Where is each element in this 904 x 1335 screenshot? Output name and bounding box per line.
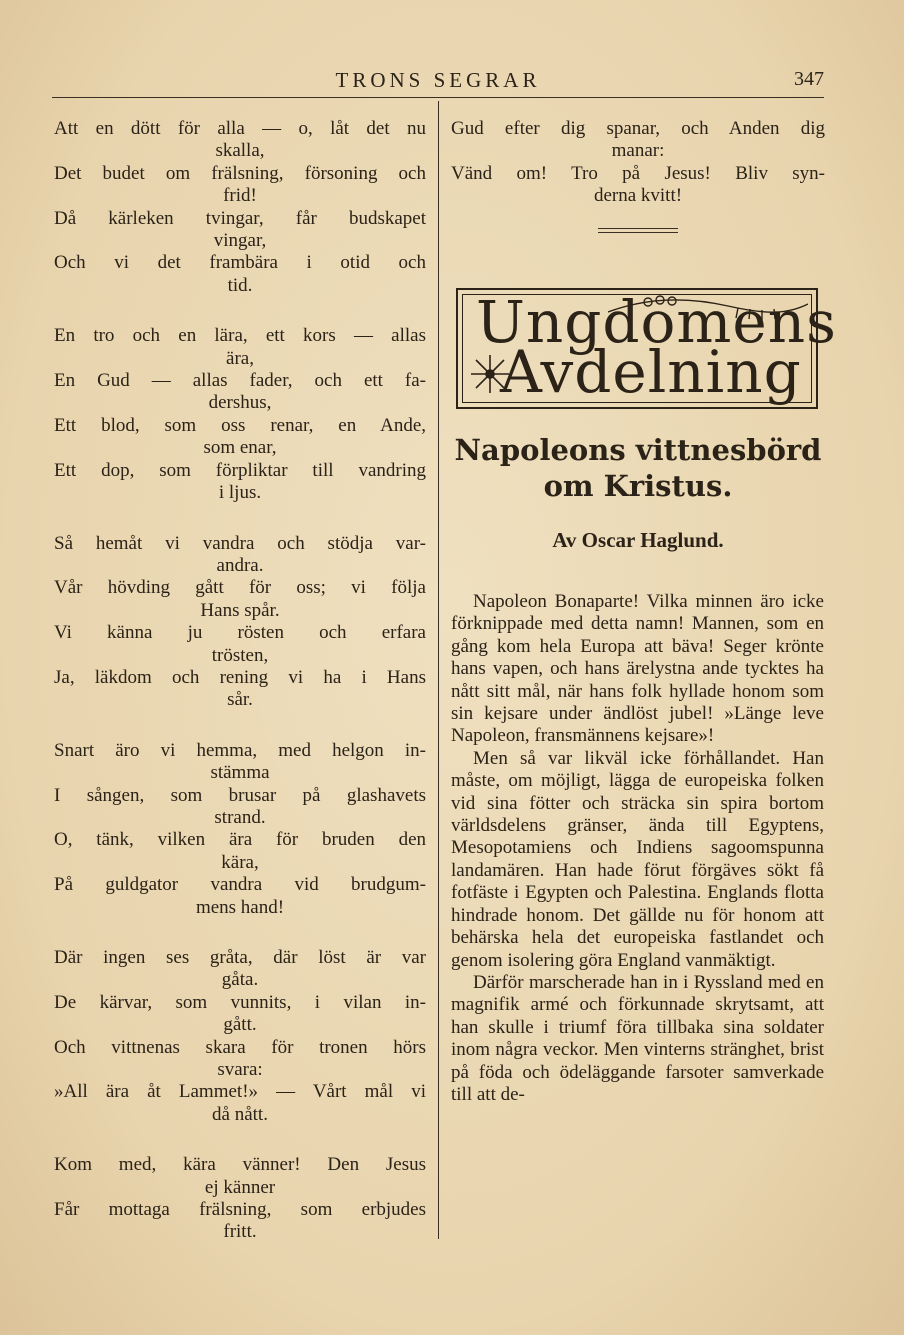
poem-line-continuation: strand. bbox=[214, 806, 266, 828]
article-title-line2: om Kristus. bbox=[543, 469, 733, 503]
poem-line-text: Ja, läkdom och rening vi ha i Hans bbox=[54, 666, 426, 688]
poem-line-continuation: som enar, bbox=[203, 437, 277, 459]
poem-line-continuation: ej känner bbox=[204, 1176, 276, 1198]
poem-line-continuation: sår. bbox=[227, 689, 253, 711]
poem-line bbox=[54, 208, 426, 253]
poem-line-text: Vår hövding gått för oss; vi följa bbox=[54, 577, 426, 599]
verse-text: Gud efter dig spanar, och Anden dig bbox=[451, 118, 825, 139]
poem-line-text: Och vittnenas skara för tronen hörs bbox=[54, 1036, 426, 1058]
poem-line bbox=[54, 829, 426, 874]
poem-line-continuation: dershus, bbox=[208, 392, 272, 414]
poem-line bbox=[54, 118, 426, 163]
article-byline: Av Oscar Haglund. bbox=[552, 528, 724, 552]
article-paragraph: Men så var likväl icke förhållandet. Han måste, om möjligt, lägga de europeiska folken vid sina fötter och sträcka sin spira bortom världsdelens gränser, ända till Egyptens, Mesopotamiens och Indiens sagoomspunna landamären. Han hade förut förgäves sökt få fotfäste i Egypten och Palestina. Englands flotta hindrade honom. Det gällde nu för honom att behärska hela det europeiska fastlandet och genom isolering göra England vanmäktigt. bbox=[451, 747, 824, 971]
poem-line-continuation: fritt. bbox=[223, 1221, 257, 1243]
poem-line-continuation: vingar, bbox=[213, 230, 267, 252]
poem-line-text: Så hemåt vi vandra och stödja var- bbox=[54, 532, 426, 554]
article-title bbox=[451, 432, 825, 504]
section-banner bbox=[456, 288, 837, 409]
article-body bbox=[451, 591, 824, 1106]
poem-line-continuation: andra. bbox=[216, 554, 264, 576]
poem-line bbox=[54, 667, 426, 712]
article-paragraph: Napoleon Bonaparte! Vilka minnen äro icke förknippade med detta namn! Mannen, som en gång kom hela Europa att bäva! Seger krönte hans vapen, och hans ärelystna ande tycktes ha nått sitt mål, när hans folk hyllade honom som sin kejsare under ändlöst jubel! »Länge leve Napoleon, fransmännens kejsare»! bbox=[451, 591, 824, 747]
poem-line-continuation: skalla, bbox=[215, 140, 265, 162]
verse-line bbox=[451, 118, 825, 163]
poem-column bbox=[54, 118, 426, 1244]
poem-line-continuation: ära, bbox=[226, 347, 254, 369]
poem-line bbox=[54, 370, 426, 415]
column-divider bbox=[438, 101, 439, 1239]
poem-line bbox=[54, 1199, 426, 1244]
page-header bbox=[52, 62, 824, 96]
banner-title-line2: Avdelning bbox=[500, 338, 802, 406]
stanza-gap bbox=[54, 297, 426, 325]
banner-title-line1: Ungdomens bbox=[476, 288, 837, 356]
poem-line-text: Får mottaga frälsning, som erbjudes bbox=[54, 1199, 426, 1221]
poem-line bbox=[54, 533, 426, 578]
poem-line bbox=[54, 1081, 426, 1126]
poem-line-text: Då kärleken tvingar, får budskapet bbox=[54, 207, 426, 229]
poem-line-continuation: frid! bbox=[223, 185, 257, 207]
poem-stanza bbox=[54, 1154, 426, 1244]
poem-line-continuation: gåta. bbox=[221, 969, 259, 991]
poem-stanza bbox=[54, 740, 426, 919]
poem-line-text: Kom med, kära vänner! Den Jesus bbox=[54, 1154, 426, 1176]
verse-continuation: manar: bbox=[611, 140, 665, 162]
poem-line bbox=[54, 785, 426, 830]
poem-line-text: Snart äro vi hemma, med helgon in- bbox=[54, 739, 426, 761]
poem-line-text: Där ingen ses gråta, där löst är var bbox=[54, 947, 426, 968]
poem-line-continuation: gått. bbox=[223, 1014, 257, 1036]
poem-line-text: O, tänk, vilken ära för bruden den bbox=[54, 829, 426, 851]
article-paragraph: Därför marscherade han in i Ryssland med en magnifik armé och förkunnade skrytsamt, att han skulle i triumf föra tillbaka sina soldater inom några veckor. Men vinterns stränghet, brist på föda och ödeläggande farsoter samverkade till att de- bbox=[451, 971, 824, 1105]
verse-continuation: derna kvitt! bbox=[593, 185, 683, 207]
poem-line-continuation: svara: bbox=[217, 1059, 263, 1081]
poem-line-text: Ett dop, som förpliktar till vandring bbox=[54, 459, 426, 481]
stanza-gap bbox=[54, 919, 426, 947]
poem-stanza bbox=[54, 325, 426, 504]
poem-line bbox=[54, 947, 426, 992]
right-column bbox=[451, 118, 825, 236]
poem-stanza bbox=[54, 118, 426, 297]
poem-line-continuation: trösten, bbox=[211, 644, 269, 666]
poem-line-continuation: kära, bbox=[221, 851, 259, 873]
header-rule bbox=[52, 97, 824, 98]
poem-line bbox=[54, 992, 426, 1037]
poem-line-text: En tro och en lära, ett kors — allas bbox=[54, 325, 426, 347]
stanza-gap bbox=[54, 1126, 426, 1154]
article-title-line1: Napoleons vittnesbörd bbox=[454, 433, 822, 467]
flower-ornament-icon bbox=[468, 352, 512, 396]
poem-line bbox=[54, 460, 426, 505]
poem-line-continuation: stämma bbox=[210, 762, 270, 784]
poem-line-text: På guldgator vandra vid brudgum- bbox=[54, 874, 426, 896]
stanza-gap bbox=[54, 712, 426, 740]
section-divider bbox=[598, 228, 678, 233]
poem-line bbox=[54, 740, 426, 785]
poem-line bbox=[54, 1037, 426, 1082]
verse-text: Vänd om! Tro på Jesus! Bliv syn- bbox=[451, 162, 825, 184]
poem-line-text: Att en dött för alla — o, låt det nu bbox=[54, 118, 426, 139]
poem-line-continuation: tid. bbox=[227, 274, 253, 296]
poem-line bbox=[54, 622, 426, 667]
stanza-gap bbox=[54, 505, 426, 533]
poem-line-continuation: i ljus. bbox=[218, 482, 262, 504]
poem-line bbox=[54, 163, 426, 208]
poem-line bbox=[54, 325, 426, 370]
poem-line-continuation: då nått. bbox=[212, 1103, 268, 1125]
poem-line bbox=[54, 252, 426, 297]
poem-line bbox=[54, 874, 426, 919]
running-title: TRONS SEGRAR bbox=[335, 68, 541, 92]
poem-line bbox=[54, 415, 426, 460]
poem-line-text: I sången, som brusar på glashavets bbox=[54, 784, 426, 806]
poem-stanza bbox=[54, 947, 426, 1126]
vine-ornament-icon bbox=[608, 292, 808, 322]
poem-stanza bbox=[54, 533, 426, 712]
poem-line-continuation: mens hand! bbox=[195, 896, 285, 918]
page-number: 347 bbox=[794, 68, 824, 90]
poem-line-text: Och vi det frambära i otid och bbox=[54, 252, 426, 274]
poem-line-text: Det budet om frälsning, försoning och bbox=[54, 162, 426, 184]
poem-line-text: De kärvar, som vunnits, i vilan in- bbox=[54, 991, 426, 1013]
poem-line-text: Ett blod, som oss renar, en Ande, bbox=[54, 414, 426, 436]
poem-line bbox=[54, 577, 426, 622]
poem-line-text: Vi känna ju rösten och erfara bbox=[54, 622, 426, 644]
poem-line-text: En Gud — allas fader, och ett fa- bbox=[54, 370, 426, 392]
poem-line-continuation: Hans spår. bbox=[200, 599, 280, 621]
verse-line bbox=[451, 163, 825, 208]
poem-line bbox=[54, 1154, 426, 1199]
poem-line-text: »All ära åt Lammet!» — Vårt mål vi bbox=[54, 1081, 426, 1103]
